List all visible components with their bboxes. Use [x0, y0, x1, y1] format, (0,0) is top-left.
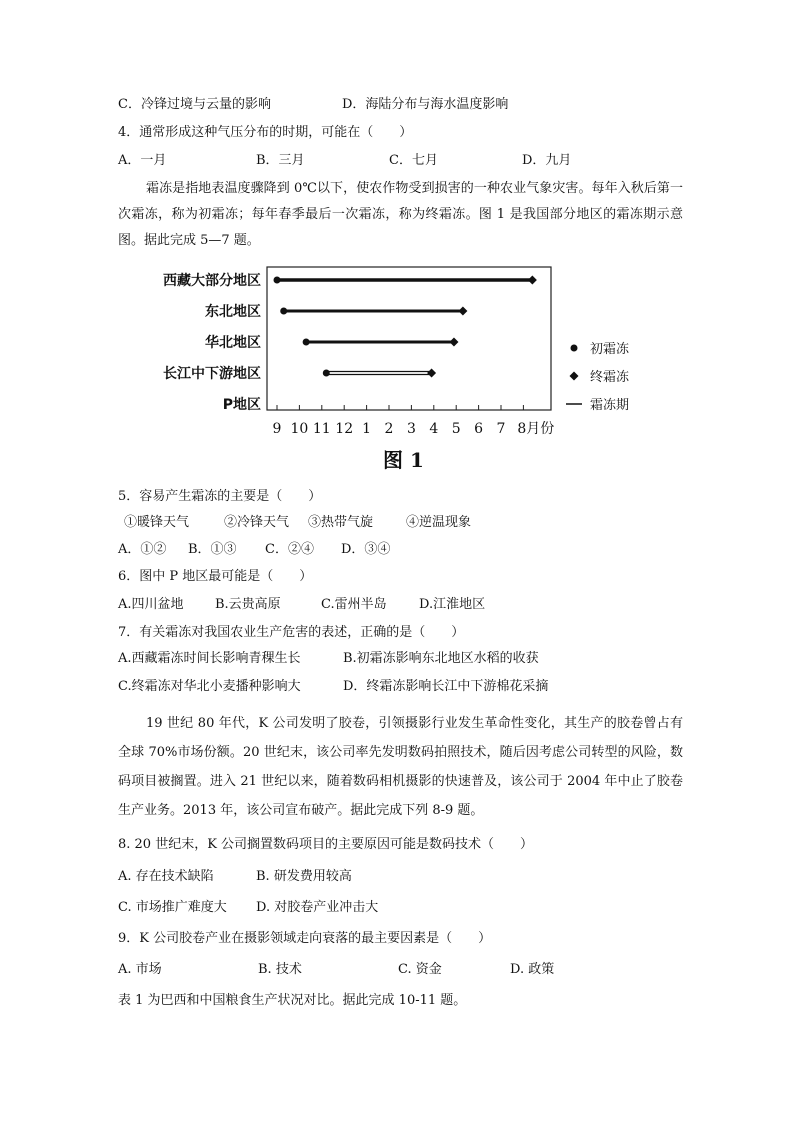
last-frost-marker — [528, 276, 537, 285]
q9-options-row — [118, 962, 554, 978]
q4-option-c: C．七月 — [389, 153, 438, 168]
k-company-passage: 19 世纪 80 年代，K 公司发明了胶卷，引领摄影行业发生革命性变化，其生产的胶卷曾占有全球 70%市场份额。20 世纪末，该公司率先发明数码拍照技术，随后因考虑公司转型的风险，数码项目被搁置。进入 21 世纪以来，随着数码相机摄影的快速普及，该公司于 2004 年中止了胶卷生产业务。2013 年，该公司宣布破产。据此完成下列 8-9 题。 — [118, 716, 683, 818]
q4-option-a: A．一月 — [118, 153, 167, 168]
table-intro: 表 1 为巴西和中国粮食生产状况对比。据此完成 10-11 题。 — [118, 993, 467, 1008]
q7-stem: 7．有关霜冻对我国农业生产危害的表述，正确的是（ ） — [118, 625, 465, 640]
category-label: 华北地区 — [205, 335, 261, 351]
q7-option-c: C.终霜冻对华北小麦播种影响大 — [118, 679, 301, 694]
frost-passage: 霜冻是指地表温度骤降到 0℃以下，使农作物受到损害的一种农业气象灾害。每年入秋后第一次霜冻，称为初霜冻；每年春季最后一次霜冻，称为终霜冻。图 1 是我国部分地区的霜冻期示意图。据此完成 5—7 题。 — [118, 181, 683, 248]
q8-option-d: D. 对胶卷产业冲击大 — [256, 900, 379, 915]
q5-items-row — [124, 515, 471, 531]
x-tick-label: 8月份 — [517, 421, 555, 437]
q8-option-c: C. 市场推广难度大 — [118, 900, 227, 915]
x-tick-label: 2 — [384, 421, 394, 437]
legend-label: 终霜冻 — [590, 370, 630, 385]
plot-frame — [267, 267, 551, 410]
q8-stem: 8. 20 世纪末，K 公司搁置数码项目的主要原因可能是数码技术（ ） — [118, 837, 534, 852]
category-label: 长江中下游地区 — [163, 366, 261, 382]
x-tick-label: 11 — [312, 421, 331, 437]
q5-stem: 5．容易产生霜冻的主要是（ ） — [118, 489, 322, 504]
q5-item-1: ①暖锋天气 — [124, 515, 190, 530]
x-tick-label: 10 — [290, 421, 309, 437]
legend-label: 霜冻期 — [590, 398, 630, 413]
last-frost-marker — [427, 369, 436, 378]
q6-stem: 6．图中 P 地区最可能是（ ） — [118, 569, 313, 584]
first-frost-marker — [303, 339, 310, 346]
q3-option-d: D．海陆分布与海水温度影响 — [342, 97, 509, 112]
q7-options-row-2 — [118, 679, 548, 695]
legend-label: 初霜冻 — [590, 342, 630, 357]
q5-option-d: D．③④ — [341, 542, 391, 557]
q9-option-c: C. 资金 — [398, 962, 442, 977]
legend-last-frost-icon — [570, 372, 579, 381]
x-tick-label: 9 — [272, 421, 282, 437]
category-label: P地区 — [222, 397, 261, 413]
last-frost-marker — [458, 307, 467, 316]
q4-stem: 4．通常形成这种气压分布的时期，可能在（ ） — [118, 125, 413, 140]
q8-options-row-1 — [118, 869, 352, 885]
q6-option-c: C.雷州半岛 — [321, 597, 387, 612]
q6-option-b: B.云贵高原 — [215, 597, 281, 612]
q3-option-c: C．冷锋过境与云量的影响 — [118, 97, 271, 112]
x-tick-label: 7 — [496, 421, 506, 437]
q8-option-b: B. 研发费用较高 — [256, 869, 352, 884]
figure-caption: 图 1 — [383, 448, 424, 472]
q7-option-a: A.西藏霜冻时间长影响青稞生长 — [118, 651, 301, 666]
x-tick-label: 1 — [362, 421, 372, 437]
q7-options-row-1 — [118, 651, 539, 667]
frost-period-chart — [150, 262, 670, 442]
q5-item-2: ②冷锋天气 — [224, 515, 290, 530]
category-label: 东北地区 — [205, 304, 261, 320]
q5-item-3: ③热带气旋 — [308, 515, 374, 530]
first-frost-marker — [274, 277, 281, 284]
x-tick-label: 3 — [406, 421, 416, 437]
last-frost-marker — [449, 338, 458, 347]
q8-options-row-2 — [118, 900, 378, 916]
category-label: 西藏大部分地区 — [163, 273, 261, 289]
q7-option-d: D．终霜冻影响长江中下游棉花采摘 — [343, 679, 549, 694]
q4-options-row — [118, 153, 571, 169]
q8-option-a: A. 存在技术缺陷 — [118, 869, 214, 884]
q6-option-a: A.四川盆地 — [118, 597, 184, 612]
x-tick-label: 6 — [474, 421, 484, 437]
x-tick-label: 4 — [429, 421, 439, 437]
q5-options-row — [118, 542, 390, 558]
legend-first-frost-icon — [571, 345, 578, 352]
q4-option-d: D．九月 — [522, 153, 572, 168]
x-tick-label: 5 — [451, 421, 461, 437]
q6-option-d: D.江淮地区 — [419, 597, 486, 612]
x-tick-label: 12 — [335, 421, 354, 437]
q7-option-b: B.初霜冻影响东北地区水稻的收获 — [343, 651, 539, 666]
q9-stem: 9．K 公司胶卷产业在摄影领域走向衰落的最主要因素是（ ） — [118, 931, 492, 946]
q5-option-a: A．①② — [118, 542, 167, 557]
q3-options-row — [118, 97, 508, 113]
first-frost-marker — [280, 308, 287, 315]
q5-item-4: ④逆温现象 — [406, 515, 472, 530]
q4-option-b: B．三月 — [256, 153, 305, 168]
q5-option-c: C．②④ — [265, 542, 314, 557]
q9-option-b: B. 技术 — [258, 962, 302, 977]
q9-option-a: A. 市场 — [118, 962, 162, 977]
q9-option-d: D. 政策 — [510, 962, 555, 977]
q6-options-row — [118, 597, 485, 613]
q5-option-b: B．①③ — [188, 542, 237, 557]
first-frost-marker — [323, 370, 330, 377]
